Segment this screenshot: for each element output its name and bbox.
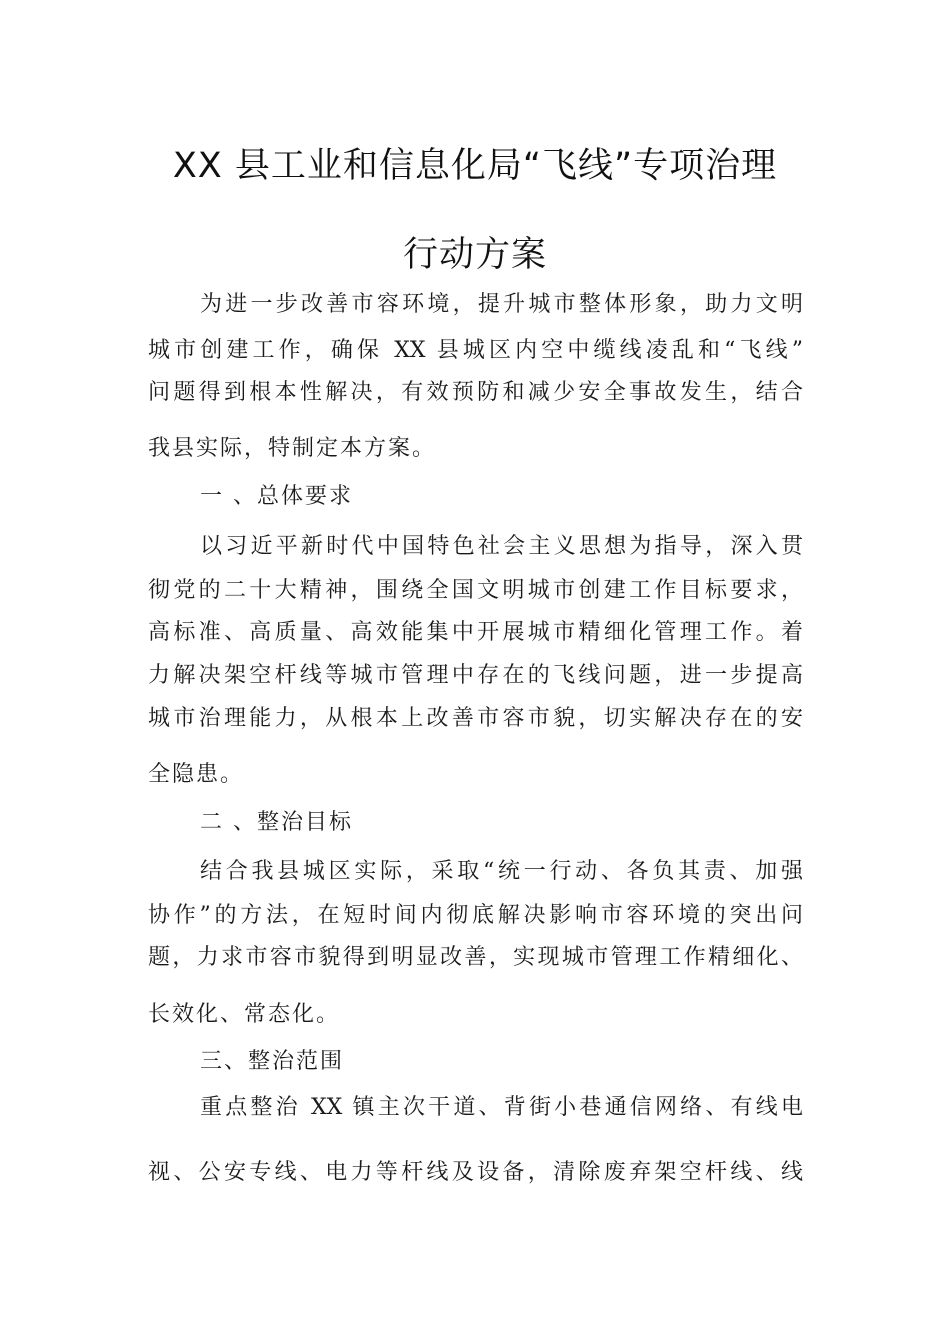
document-title-line-2: 行动方案 xyxy=(402,235,547,275)
paragraph-line: 视、公安专线、电力等杆线及设备，清除废弃架空杆线、线 xyxy=(148,1160,803,1185)
paragraph-line: 以习近平新时代中国特色社会主义思想为指导，深入贯 xyxy=(200,534,803,559)
paragraph-line: 结合我县城区实际，采取“统一行动、各负其责、加强 xyxy=(200,859,803,884)
paragraph-line: 城市治理能力，从根本上改善市容市貌，切实解决存在的安 xyxy=(148,706,803,731)
section-heading: 三、整治范围 xyxy=(200,1049,345,1074)
paragraph-line: 问题得到根本性解决，有效预防和减少安全事故发生，结合 xyxy=(148,380,803,405)
paragraph-line: 我县实际，特制定本方案。 xyxy=(148,436,437,461)
paragraph-line: 重点整治 XX 镇主次干道、背街小巷通信网络、有线电 xyxy=(200,1095,803,1120)
paragraph-line: 力解决架空杆线等城市管理中存在的飞线问题，进一步提高 xyxy=(148,663,803,688)
paragraph-line: 彻党的二十大精神，围绕全国文明城市创建工作目标要求， xyxy=(148,578,803,603)
section-heading: 一 、总体要求 xyxy=(200,484,353,509)
paragraph-line: 全隐患。 xyxy=(148,762,245,787)
paragraph-line: 为进一步改善市容环境，提升城市整体形象，助力文明 xyxy=(200,292,803,317)
document-title-line-1: XX 县工业和信息化局“飞线”专项治理 xyxy=(172,146,778,186)
paragraph-line: 协作”的方法，在短时间内彻底解决影响市容环境的突出问 xyxy=(148,903,803,928)
paragraph-line: 长效化、常态化。 xyxy=(148,1002,341,1027)
paragraph-line: 高标准、高质量、高效能集中开展城市精细化管理工作。着 xyxy=(148,620,803,645)
section-heading: 二 、整治目标 xyxy=(200,810,353,835)
paragraph-line: 题，力求市容市貌得到明显改善，实现城市管理工作精细化、 xyxy=(148,945,803,970)
paragraph-line: 城市创建工作，确保 XX 县城区内空中缆线凌乱和“飞线” xyxy=(148,338,803,363)
